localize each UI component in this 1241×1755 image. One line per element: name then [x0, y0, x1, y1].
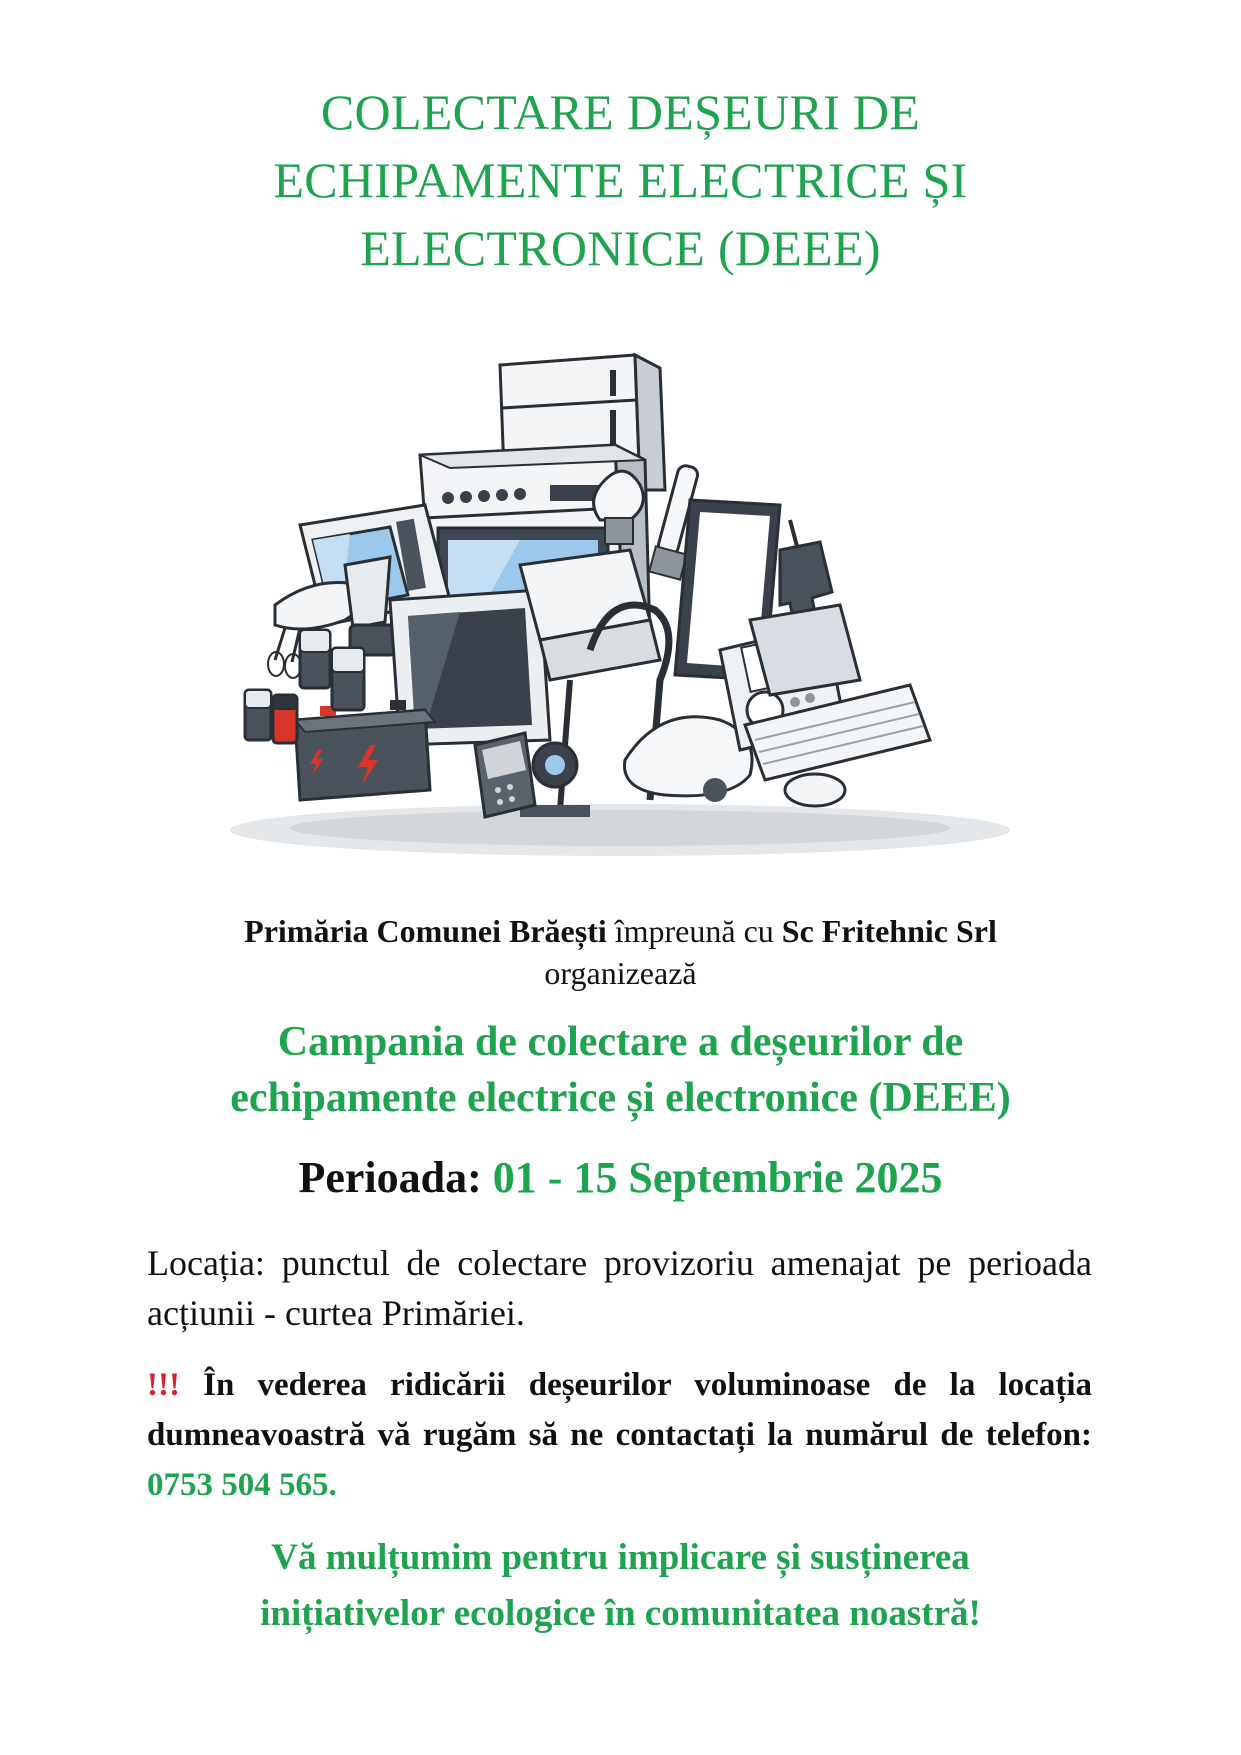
- thanks-message: [100, 1530, 1141, 1642]
- campaign-line-1: Campania de colectare a deșeurilor de: [277, 1019, 964, 1065]
- organizers-statement: [100, 910, 1141, 994]
- organizers-verb: organizează: [544, 955, 697, 991]
- electronic-waste-pile-illustration: [220, 350, 1020, 860]
- location-paragraph: Locația: punctul de colectare provizoriu amenajat pe perioada acțiunii - curtea Primăriei.: [147, 1243, 1092, 1333]
- alert-marks: !!!: [147, 1367, 180, 1403]
- title-line-2: ECHIPAMENTE ELECTRICE ȘI: [273, 152, 968, 208]
- notice-text: În vederea ridicării deșeurilor voluminoase de la locația dumneavoastră vă rugăm să ne contactați la numărul de telefon:: [147, 1367, 1092, 1453]
- organizers-connector: împreună cu: [606, 913, 782, 949]
- title-line-1: COLECTARE DEȘEURI DE: [320, 84, 921, 140]
- period-dates: 01 - 15 Septembrie 2025: [492, 1153, 943, 1202]
- organizer-city-hall: Primăria Comunei Brăești: [244, 913, 607, 949]
- campaign-title: [100, 1014, 1141, 1126]
- organizer-company: Sc Fritehnic Srl: [781, 913, 997, 949]
- period-label: Perioada:: [298, 1153, 493, 1202]
- title-line-3: ELECTRONICE (DEEE): [360, 220, 881, 276]
- tablet-flat-icon: [750, 605, 860, 695]
- mobile-phone-icon: [475, 733, 535, 817]
- period-line: [100, 1150, 1141, 1206]
- thanks-line-2: inițiativelor ecologice în comunitatea noastră!: [260, 1593, 981, 1634]
- mouse-icon: [785, 774, 845, 806]
- car-battery-icon: [295, 700, 435, 800]
- organizers-line: [100, 910, 1141, 952]
- phone-number: 0753 504 565.: [147, 1467, 337, 1503]
- camera-icon: [533, 743, 577, 787]
- thanks-line-1: Vă mulțumim pentru implicare și susținerea: [271, 1537, 970, 1578]
- campaign-line-2: echipamente electrice și electronice (DEEE): [230, 1075, 1011, 1121]
- blender-icon: [345, 557, 395, 655]
- flyer-title: [120, 78, 1121, 282]
- notice-paragraph: [147, 1360, 1092, 1510]
